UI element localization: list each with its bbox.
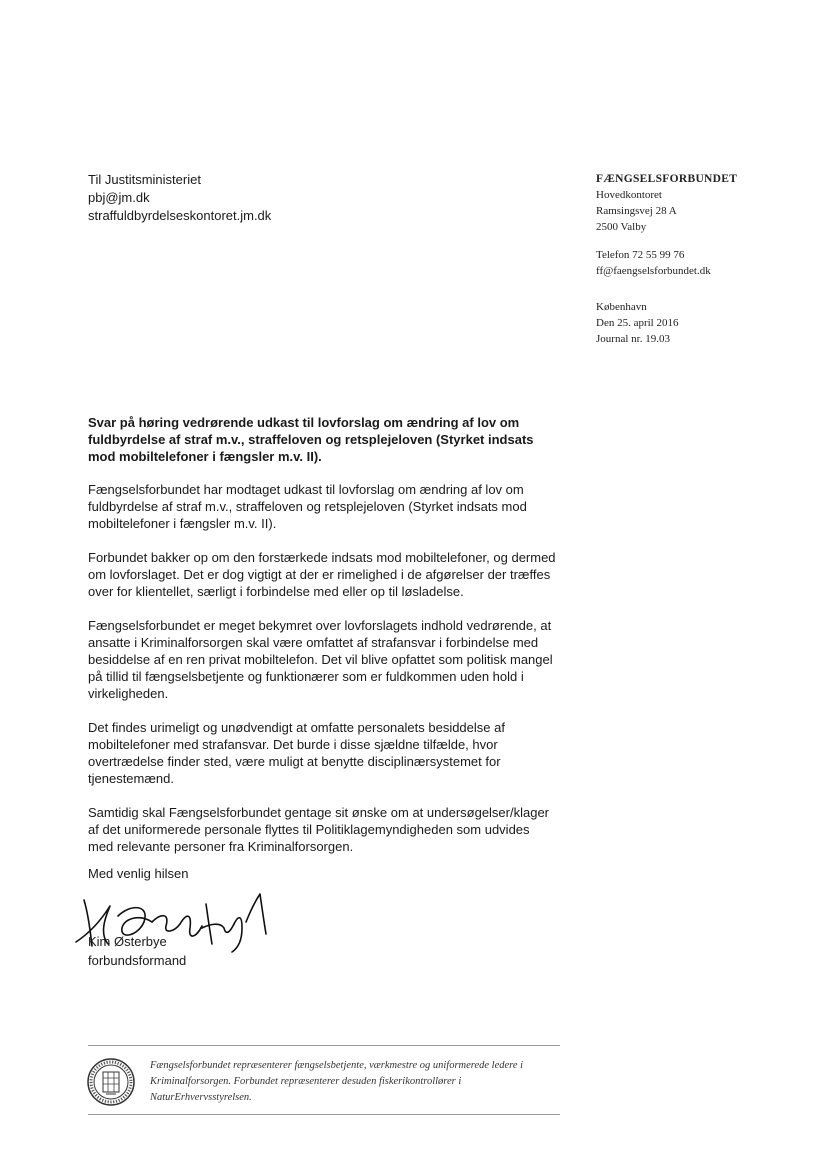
letter-body bbox=[88, 414, 558, 872]
signer-name: Kim Østerbye bbox=[88, 934, 167, 949]
sender-email: ff@faengselsforbundet.dk bbox=[596, 265, 711, 277]
footer-top-rule bbox=[88, 1045, 560, 1046]
sender-street: Ramsingsvej 28 A bbox=[596, 205, 677, 217]
sender-office: Hovedkontoret bbox=[596, 189, 662, 201]
signer-title: forbundsformand bbox=[88, 953, 187, 968]
paragraph-5: Samtidig skal Fængselsforbundet gentage sit ønske om at undersøgelser/klager af det uniformerede personale flyttes til Politiklagemyndigheden som udvides med relevante personer fra Kriminalforsorgen. bbox=[88, 805, 550, 854]
signer-block bbox=[88, 932, 186, 970]
closing: Med venlig hilsen bbox=[88, 866, 189, 881]
footer-bottom-rule bbox=[88, 1114, 560, 1115]
sender-place: København bbox=[596, 301, 647, 313]
recipient-block bbox=[88, 171, 271, 225]
recipient-line: Til Justitsministeriet bbox=[88, 172, 201, 187]
paragraph-2: Forbundet bakker op om den forstærkede indsats mod mobiltelefoner, og dermed om lovforslaget. Det er dog vigtigt at der er rimelighed i de afgørelser der træffes over for klientellet, særligt i forbindelse med eller op til løsladelse. bbox=[88, 550, 556, 599]
paragraph-1: Fængselsforbundet har modtaget udkast til lovforslag om ændring af lov om fuldbyrdelse af straf m.v., straffeloven og retsplejeloven (Styrket indsats mod mobiltelefoner i fængsler m.v. II). bbox=[88, 482, 527, 531]
union-seal-icon bbox=[86, 1057, 136, 1107]
sender-phone: Telefon 72 55 99 76 bbox=[596, 249, 685, 261]
sender-org: FÆNGSELSFORBUNDET bbox=[596, 173, 738, 185]
letter-date: Den 25. april 2016 bbox=[596, 317, 679, 329]
paragraph-4: Det findes urimeligt og unødvendigt at omfatte personalets besiddelse af mobiltelefoner med strafansvar. Det burde i disse sjældne tilfælde, hvor overtrædelse finder sted, være muligt at benytte disciplinærsystemet for tjenestemænd. bbox=[88, 720, 505, 786]
letter-subject: Svar på høring vedrørende udkast til lovforslag om ændring af lov om fuldbyrdelse af straf m.v., straffeloven og retsplejeloven (Styrket indsats mod mobiltelefoner i fængsler m.v. II). bbox=[88, 415, 534, 464]
sender-block bbox=[596, 171, 737, 347]
footer-text: Fængselsforbundet repræsenterer fængselsbetjente, værkmestre og uniformerede ledere i Kriminalforsorgen. Forbundet repræsenterer desuden fiskerikontrollører i NaturErhvervsstyrelsen. bbox=[150, 1060, 524, 1103]
journal-number: Journal nr. 19.03 bbox=[596, 333, 670, 345]
paragraph-3: Fængselsforbundet er meget bekymret over lovforslagets indhold vedrørende, at ansatte i Kriminalforsorgen skal være omfattet af strafansvar i forbindelse med besiddelse af en ren privat mobiltelefon. Det vil blive opfattet som politisk mangel på tillid til fængselsbetjente og funktionærer som er fuldkommen uden hold i virkeligheden. bbox=[88, 618, 553, 701]
recipient-domain: straffuldbyrdelseskontoret.jm.dk bbox=[88, 208, 272, 223]
sender-city: 2500 Valby bbox=[596, 221, 647, 233]
recipient-email: pbj@jm.dk bbox=[88, 190, 150, 205]
